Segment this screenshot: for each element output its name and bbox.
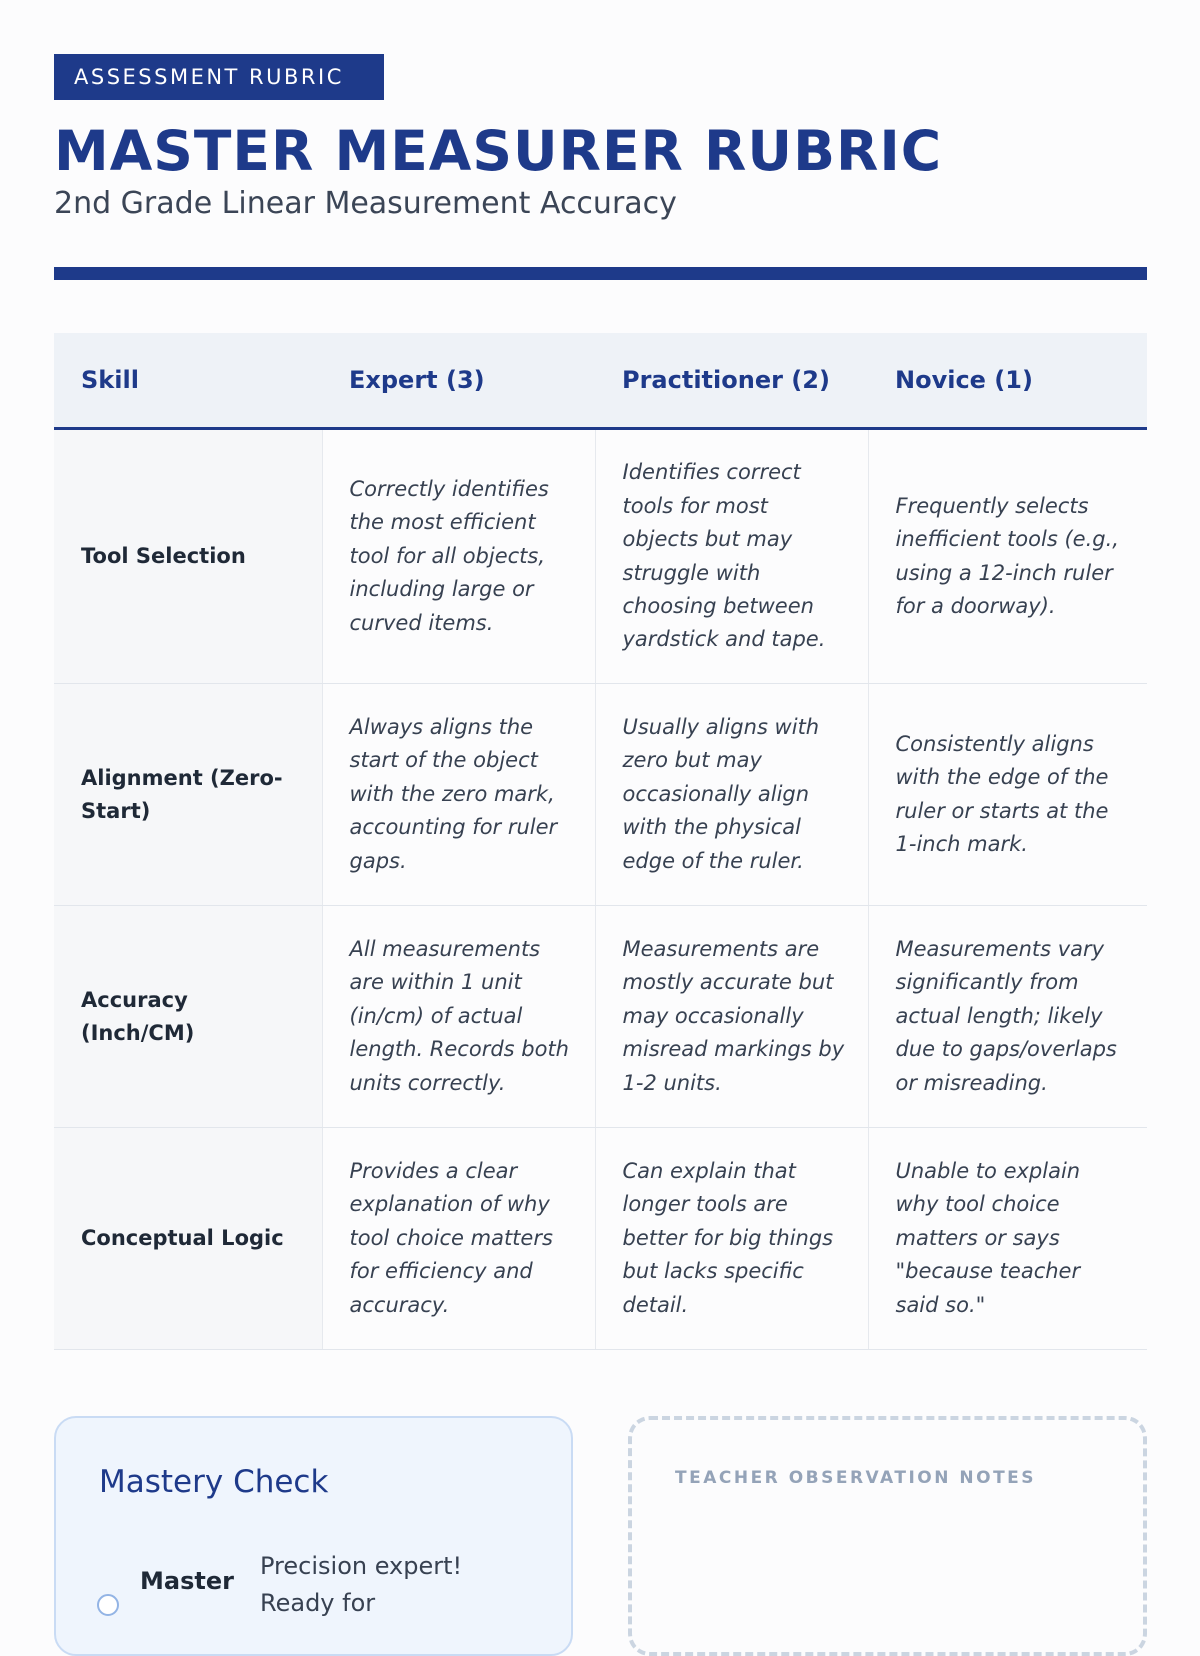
skill-name: Conceptual Logic (54, 1128, 322, 1350)
novice-descriptor: Unable to explain why tool choice matters or says "because teacher said so." (868, 1128, 1147, 1350)
expert-descriptor: Correctly identifies the most efficient tool for all objects, including large or curved items. (322, 429, 595, 684)
column-header-practitioner: Practitioner (2) (595, 333, 868, 429)
mastery-level-description: Precision expert! Ready for (260, 1552, 463, 1617)
expert-descriptor: Always aligns the start of the object with the zero mark, accounting for ruler gaps. (322, 684, 595, 906)
novice-descriptor: Consistently aligns with the edge of the ruler or starts at the 1-inch mark. (868, 684, 1147, 906)
skill-name: Accuracy (Inch/CM) (54, 906, 322, 1128)
page-title: MASTER MEASURER RUBRIC (54, 119, 943, 183)
skill-name: Alignment (Zero-Start) (54, 684, 322, 906)
rubric-header-row (54, 333, 1147, 429)
teacher-notes-label: TEACHER OBSERVATION NOTES (675, 1468, 1037, 1488)
practitioner-descriptor: Identifies correct tools for most objects but may struggle with choosing between yardstick and tape. (595, 429, 868, 684)
novice-descriptor: Frequently selects inefficient tools (e.g., using a 12-inch ruler for a doorway). (868, 429, 1147, 684)
assessment-badge: ASSESSMENT RUBRIC (54, 54, 384, 100)
table-row (54, 429, 1147, 684)
skill-name: Tool Selection (54, 429, 322, 684)
table-row (54, 1128, 1147, 1350)
column-header-novice: Novice (1) (868, 333, 1147, 429)
table-row (54, 906, 1147, 1128)
rubric-table (54, 333, 1147, 1350)
novice-descriptor: Measurements vary significantly from actual length; likely due to gaps/overlaps or misreading. (868, 906, 1147, 1128)
master-level-radio[interactable] (97, 1594, 119, 1616)
column-header-skill: Skill (54, 333, 322, 429)
table-row (54, 684, 1147, 906)
page-subtitle: 2nd Grade Linear Measurement Accuracy (54, 186, 677, 221)
practitioner-descriptor: Usually aligns with zero but may occasionally align with the physical edge of the ruler. (595, 684, 868, 906)
mastery-level-name: Master (140, 1567, 234, 1595)
practitioner-descriptor: Can explain that longer tools are better for big things but lacks specific detail. (595, 1128, 868, 1350)
practitioner-descriptor: Measurements are mostly accurate but may occasionally misread markings by 1-2 units. (595, 906, 868, 1128)
teacher-notes-box[interactable] (628, 1416, 1147, 1656)
header-divider (54, 267, 1147, 280)
column-header-expert: Expert (3) (322, 333, 595, 429)
expert-descriptor: Provides a clear explanation of why tool choice matters for efficiency and accuracy. (322, 1128, 595, 1350)
mastery-check-title: Mastery Check (99, 1464, 329, 1500)
expert-descriptor: All measurements are within 1 unit (in/cm) of actual length. Records both units correctly. (322, 906, 595, 1128)
mastery-check-card (54, 1416, 573, 1656)
